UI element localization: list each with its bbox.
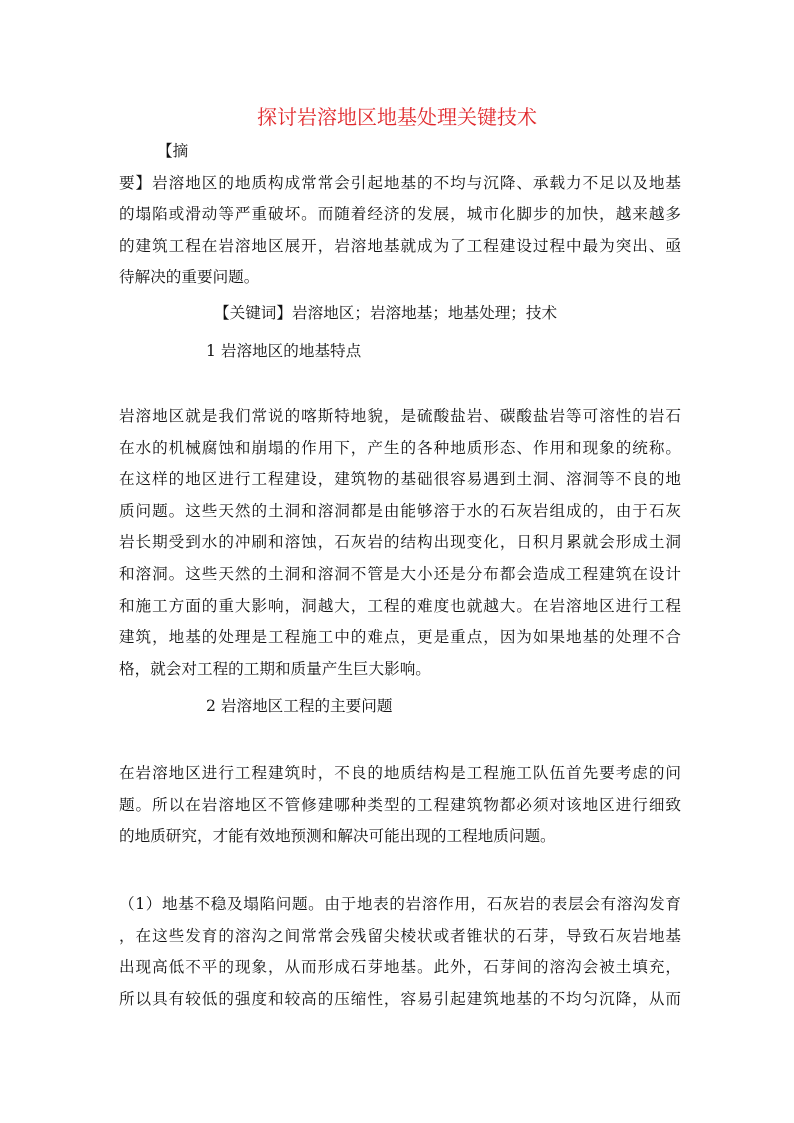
paragraph-line: 质问题。这些天然的土洞和溶洞都是由能够溶于水的石灰岩组成的，由于石灰	[119, 501, 681, 520]
item1-paragraph	[119, 889, 681, 1015]
paragraph-line: 和施工方面的重大影响，洞越大，工程的难度也就越大。在岩溶地区进行工程	[119, 596, 681, 615]
paragraph-line: 题。所以在岩溶地区不管修建哪种类型的工程建筑物都必须对该地区进行细致	[119, 795, 681, 814]
paragraph-line: 建筑，地基的处理是工程施工中的难点，更是重点，因为如果地基的处理不合	[119, 628, 681, 647]
paragraph-line: 出现高低不平的现象，从而形成石芽地基。此外，石芽间的溶沟会被土填充，	[119, 958, 681, 977]
section1-paragraph	[119, 401, 681, 685]
paragraph-line: 的地质研究，才能有效地预测和解决可能出现的工程地质问题。	[119, 827, 556, 846]
paragraph-line: 在这样的地区进行工程建设，建筑物的基础很容易遇到土洞、溶洞等不良的地	[119, 470, 681, 489]
paragraph-line: （1）地基不稳及塌陷问题。由于地表的岩溶作用，石灰岩的表层会有溶沟发育	[119, 895, 681, 913]
section-heading-1: 1 岩溶地区的地基特点	[206, 342, 362, 360]
keywords-line: 【关键词】岩溶地区；岩溶地基；地基处理；技术	[214, 304, 558, 322]
paragraph-line: 岩长期受到水的冲刷和溶蚀，石灰岩的结构出现变化，日积月累就会形成土洞	[119, 533, 681, 552]
paragraph-line: 和溶洞。这些天然的土洞和溶洞不管是大小还是分布都会造成工程建筑在设计	[119, 564, 681, 583]
paragraph-line: 在岩溶地区进行工程建筑时，不良的地质结构是工程施工队伍首先要考虑的问	[119, 764, 681, 782]
abstract-line: 【摘	[157, 142, 189, 160]
section-heading-2: 2 岩溶地区工程的主要问题	[206, 697, 393, 715]
document-title: 探讨岩溶地区地基处理关键技术	[257, 105, 537, 129]
paragraph-line: 在水的机械腐蚀和崩塌的作用下，产生的各种地质形态、作用和现象的统称。	[119, 438, 681, 457]
paragraph-line: 所以具有较低的强度和较高的压缩性，容易引起建筑地基的不均匀沉降，从而	[119, 989, 681, 1008]
paragraph-line: 格，就会对工程的工期和质量产生巨大影响。	[119, 659, 431, 678]
paragraph-line: 岩溶地区就是我们常说的喀斯特地貌，是硫酸盐岩、碳酸盐岩等可溶性的岩石	[119, 407, 681, 425]
abstract-line: 要】岩溶地区的地质构成常常会引起地基的不均与沉降、承载力不足以及地基	[119, 173, 681, 192]
abstract-line: 的塌陷或滑动等严重破坏。而随着经济的发展，城市化脚步的加快，越来越多	[119, 205, 681, 224]
paragraph-line: ，在这些发育的溶沟之间常常会残留尖棱状或者锥状的石芽，导致石灰岩地基	[119, 926, 681, 945]
abstract-line: 待解决的重要问题。	[119, 268, 260, 287]
section2-paragraph	[119, 758, 681, 853]
abstract-block	[119, 136, 681, 294]
abstract-line: 的建筑工程在岩溶地区展开，岩溶地基就成为了工程建设过程中最为突出、亟	[119, 236, 681, 255]
